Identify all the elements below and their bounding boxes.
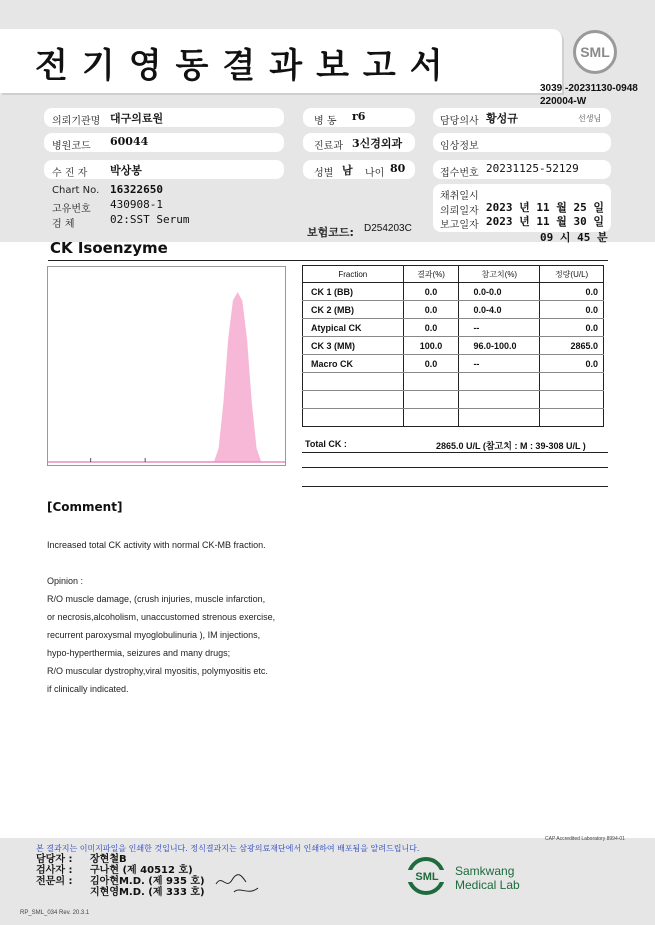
header-result: 결과(%): [403, 266, 459, 283]
staff-name: 구나현 (제 40512 호): [90, 865, 193, 876]
quantity-cell: 0.0: [540, 319, 604, 337]
opinion-line: if clinically indicated.: [47, 684, 129, 694]
section-divider: [48, 260, 608, 261]
header-reference: 참고치(%): [459, 266, 540, 283]
table-header-row: [303, 266, 604, 283]
brand-name-line1: Samkwang: [455, 864, 515, 878]
staff-name: 김아현M.D. (제 935 호): [90, 876, 205, 887]
id-no-label: 고유번호: [52, 204, 91, 215]
result-cell: 0.0: [403, 355, 459, 373]
fraction-cell: CK 3 (MM): [303, 337, 404, 355]
form-number: RP_SML_034 Rev. 20.3.1: [20, 910, 90, 916]
header-quantity: 정량(U/L): [540, 266, 604, 283]
insurance-value: D254203C: [364, 223, 412, 234]
hospital-label: 의뢰기관명: [52, 116, 101, 127]
doctor-title: 선생님: [578, 114, 602, 123]
total-ck-row: [302, 436, 608, 453]
report-date-label: 보고일자: [440, 220, 479, 231]
electrophoresis-svg: [48, 267, 285, 465]
table-row: [303, 337, 604, 355]
report-date: 2023 년 11 월 30 일: [486, 215, 604, 228]
staff-role: 전문의 :: [36, 876, 73, 887]
ward-label: 병 동: [314, 116, 337, 127]
table-row: [303, 319, 604, 337]
staff-name: 장현철B: [90, 854, 127, 865]
sml-logo-icon: SML: [573, 30, 617, 74]
specimen-label: 검 체: [52, 219, 75, 230]
quantity-cell: 0.0: [540, 301, 604, 319]
reference-cell: --: [459, 319, 540, 337]
hospital-value: 대구의료원: [110, 112, 164, 125]
reference-cell: 96.0-100.0: [459, 337, 540, 355]
result-cell: 100.0: [403, 337, 459, 355]
signature-icon: [212, 870, 262, 900]
blank-line: [302, 486, 608, 487]
reference-cell: --: [459, 355, 540, 373]
report-title: 전기영동결과보고서: [35, 46, 457, 86]
sex-label: 성별: [314, 168, 334, 179]
patient-name-label: 수 진 자: [52, 168, 88, 179]
reference-cell: 0.0-4.0: [459, 301, 540, 319]
chart-no-value: 16322650: [110, 183, 163, 196]
doctor-value: 황성규: [486, 112, 518, 125]
empty-row: [303, 409, 604, 427]
dept-value: 3신경외과: [352, 137, 403, 150]
opinion-line: R/O muscle damage, (crush injuries, muscle infarction,: [47, 594, 266, 604]
age-value: 80: [390, 162, 406, 175]
section-title: CK Isoenzyme: [50, 239, 168, 257]
fraction-cell: Atypical CK: [303, 319, 404, 337]
insurance-label: 보험코드:: [307, 226, 354, 239]
svg-text:SML: SML: [415, 871, 439, 883]
receipt-value: 20231125-52129: [486, 162, 579, 175]
opinion-line: R/O muscular dystrophy,viral myositis, polymyositis etc.: [47, 666, 268, 676]
empty-row: [303, 373, 604, 391]
fraction-table: [302, 265, 604, 427]
electrophoresis-chart: [47, 266, 286, 466]
collect-label: 채취일시: [440, 191, 479, 202]
receipt-label: 접수번호: [440, 168, 479, 179]
age-label: 나이: [365, 168, 385, 179]
comment-summary: Increased total CK activity with normal CK-MB fraction.: [47, 540, 266, 550]
total-ck-label: Total CK :: [305, 439, 347, 449]
doctor-label: 담당의사: [440, 116, 479, 127]
sml-brand-logo-icon: [404, 856, 452, 896]
blank-line: [302, 467, 608, 468]
opinion-label: Opinion :: [47, 576, 84, 586]
quantity-cell: 0.0: [540, 283, 604, 301]
opinion-line: hypo-hyperthermia, seizures and many drugs;: [47, 648, 231, 658]
ward-value: r6: [352, 110, 366, 123]
sex-value: 남: [342, 164, 353, 177]
opinion-line: or necrosis,alcoholism, unaccustomed strenous exercise,: [47, 612, 276, 622]
quantity-cell: 0.0: [540, 355, 604, 373]
brand-name-line2: Medical Lab: [455, 878, 520, 892]
clinical-label: 임상정보: [440, 141, 479, 152]
reference-cell: 0.0-0.0: [459, 283, 540, 301]
opinion-line: recurrent paroxysmal myoglobulinuria ), IM injections,: [47, 630, 261, 640]
fraction-cell: Macro CK: [303, 355, 404, 373]
result-cell: 0.0: [403, 301, 459, 319]
staff-role: 검사자 :: [36, 865, 73, 876]
chart-no-label: Chart No.: [52, 185, 100, 196]
comment-title: [Comment]: [47, 500, 123, 514]
header-fraction: Fraction: [303, 266, 404, 283]
fraction-cell: CK 2 (MB): [303, 301, 404, 319]
result-cell: 0.0: [403, 283, 459, 301]
specimen-value: 02:SST Serum: [110, 213, 190, 226]
dept-label: 진료과: [314, 141, 343, 152]
id-no-value: 430908-1: [110, 198, 163, 211]
patient-name-value: 박상봉: [110, 164, 142, 177]
fraction-cell: CK 1 (BB): [303, 283, 404, 301]
result-cell: 0.0: [403, 319, 459, 337]
request-date: 2023 년 11 월 25 일: [486, 201, 604, 214]
report-time: 09 시 45 분: [540, 231, 608, 244]
ck3-peak-area: [48, 292, 285, 462]
report-number: 3039 -20231130-0948 220004-W: [540, 83, 638, 107]
hospital-code-value: 60044: [110, 135, 149, 148]
staff-role: 담당자 :: [36, 854, 73, 865]
table-row: [303, 301, 604, 319]
request-label: 의뢰일자: [440, 206, 479, 217]
empty-row: [303, 391, 604, 409]
total-ck-value: 2865.0 U/L (참고치 : M : 39-308 U/L ): [436, 441, 586, 451]
hospital-code-label: 병원코드: [52, 141, 91, 152]
table-row: [303, 283, 604, 301]
staff-name: 지현영M.D. (제 333 호): [90, 887, 205, 898]
quantity-cell: 2865.0: [540, 337, 604, 355]
table-row: [303, 355, 604, 373]
cap-note: CAP Accredited Laboratory 8994-01: [545, 836, 625, 842]
image-notice: 본 결과지는 이미지파일을 인쇄한 것입니다. 정식결과지는 삼광의료재단에서 인쇄하여 배포됨을 알려드립니다.: [36, 844, 420, 853]
